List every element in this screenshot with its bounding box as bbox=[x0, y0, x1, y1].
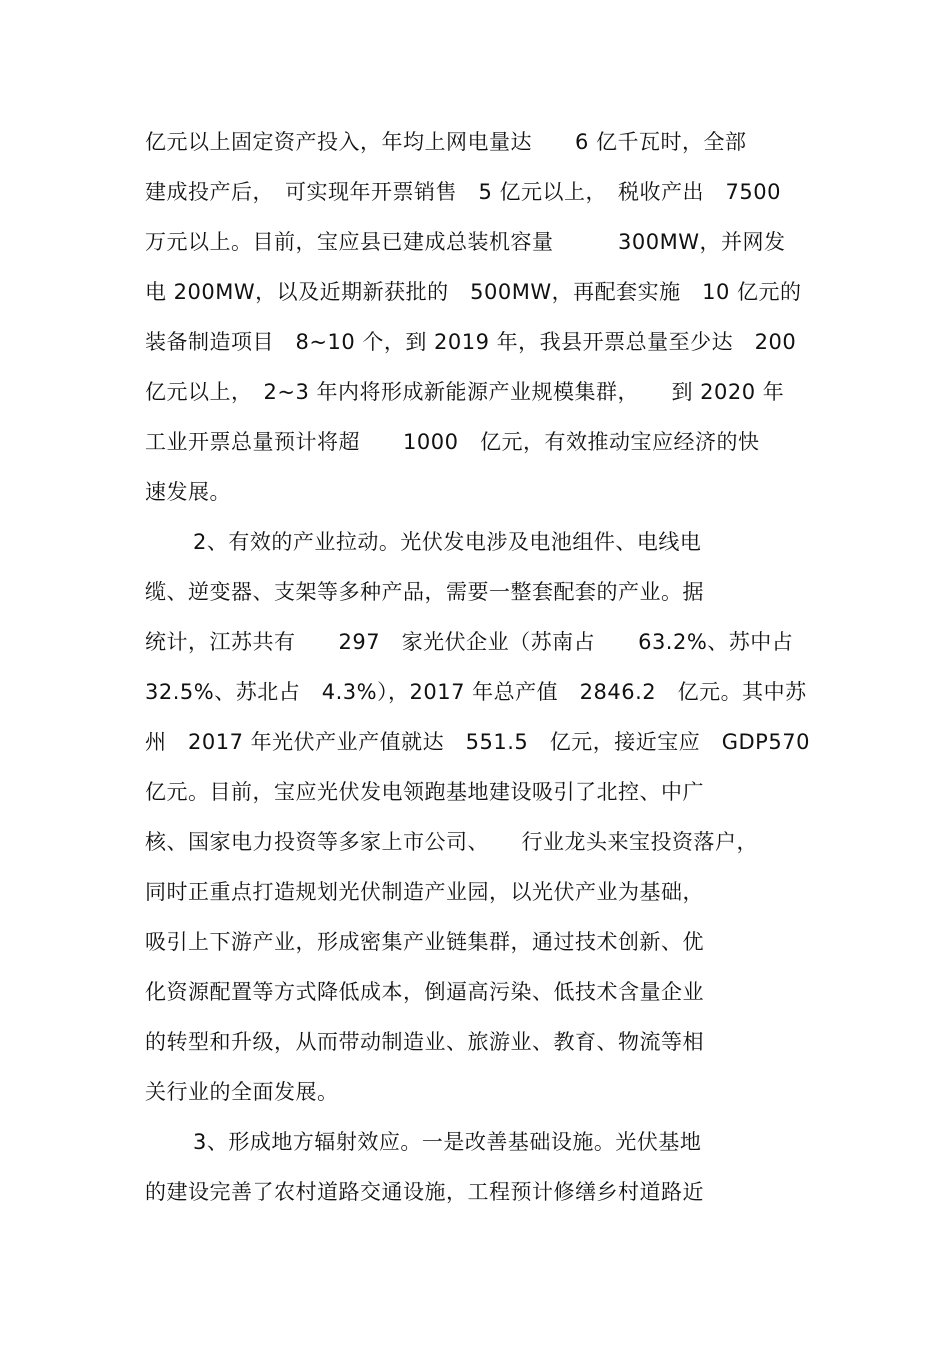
text-line: 工业开票总量预计将超 1000 亿元，有效推动宝应经济的快 bbox=[145, 430, 760, 454]
text-line: 的转型和升级，从而带动制造业、旅游业、教育、物流等相 bbox=[145, 1030, 704, 1054]
text-line: 缆、逆变器、支架等多种产品，需要一整套配套的产业。据 bbox=[145, 580, 704, 604]
text-line: 化资源配置等方式降低成本，倒逼高污染、低技术含量企业 bbox=[145, 980, 704, 1004]
text-line: 亿元以上， 2~3 年内将形成新能源产业规模集群， 到 2020 年 bbox=[145, 380, 785, 404]
text-line: 的建设完善了农村道路交通设施，工程预计修缮乡村道路近 bbox=[145, 1180, 704, 1204]
paragraph-start-line: 3、形成地方辐射效应。一是改善基础设施。光伏基地 bbox=[193, 1130, 702, 1154]
text-line: 关行业的全面发展。 bbox=[145, 1080, 339, 1104]
text-line: 亿元。目前，宝应光伏发电领跑基地建设吸引了北控、中广 bbox=[145, 780, 704, 804]
text-line: 32.5%、苏北占 4.3%），2017 年总产值 2846.2 亿元。其中苏 bbox=[145, 680, 807, 704]
text-line: 建成投产后， 可实现年开票销售 5 亿元以上， 税收产出 7500 bbox=[145, 180, 781, 204]
text-line: 亿元以上固定资产投入，年均上网电量达 6 亿千瓦时，全部 bbox=[145, 130, 747, 154]
text-line: 电 200MW，以及近期新获批的 500MW，再配套实施 10 亿元的 bbox=[145, 280, 802, 304]
text-line: 州 2017 年光伏产业产值就达 551.5 亿元，接近宝应 GDP570 bbox=[145, 730, 810, 754]
text-line: 同时正重点打造规划光伏制造产业园，以光伏产业为基础， bbox=[145, 880, 704, 904]
text-line: 装备制造项目 8~10 个，到 2019 年，我县开票总量至少达 200 bbox=[145, 330, 797, 354]
paragraph-start-line: 2、有效的产业拉动。光伏发电涉及电池组件、电线电 bbox=[193, 530, 702, 554]
text-line: 核、国家电力投资等多家上市公司、 行业龙头来宝投资落户， bbox=[145, 830, 758, 854]
text-line: 吸引上下游产业，形成密集产业链集群，通过技术创新、优 bbox=[145, 930, 704, 954]
text-line: 统计，江苏共有 297 家光伏企业（苏南占 63.2%、苏中占 bbox=[145, 630, 794, 654]
text-line: 速发展。 bbox=[145, 480, 231, 504]
text-line: 万元以上。目前，宝应县已建成总装机容量 300MW，并网发 bbox=[145, 230, 786, 254]
